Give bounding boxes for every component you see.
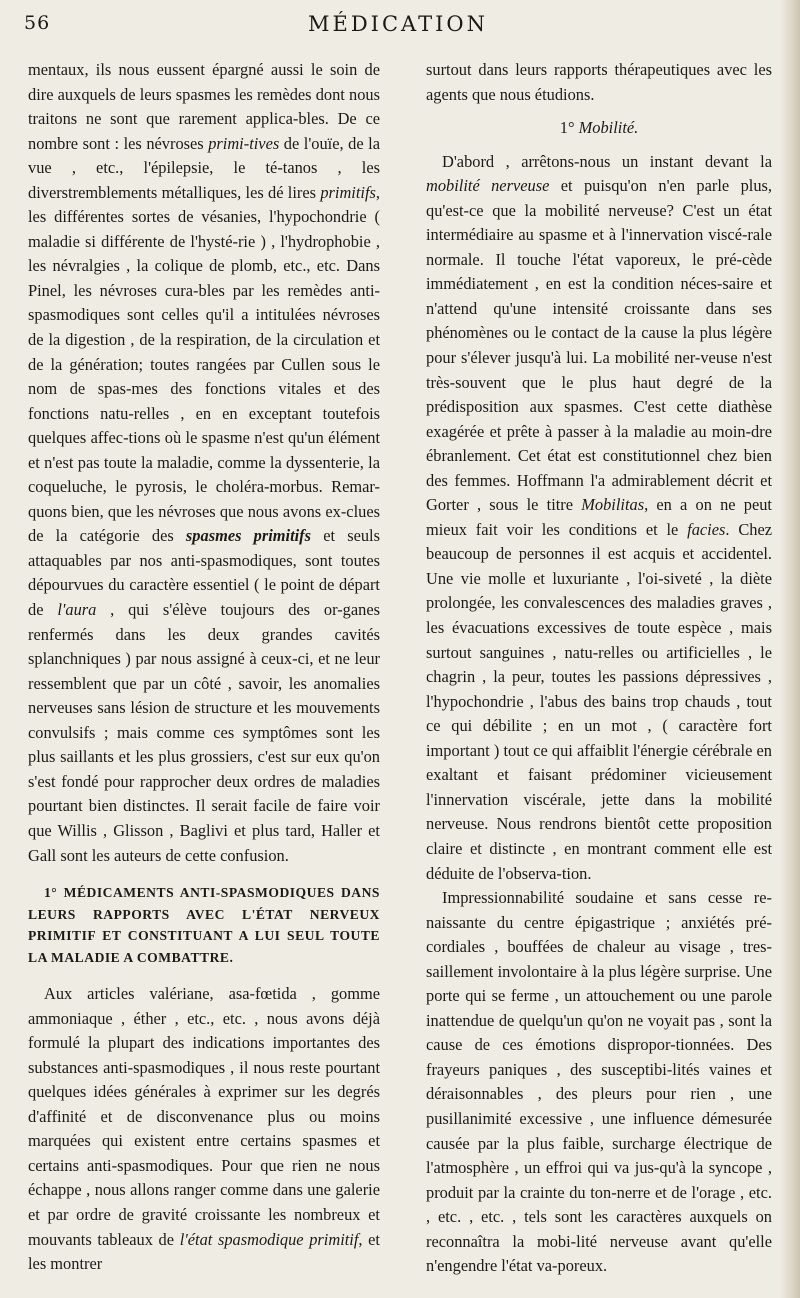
paragraph-mobilite-nerveuse: D'abord , arrêtons-nous un instant devant la mobilité nerveuse et puisqu'on n'en parle plus, qu'est-ce que la mobilité nerveuse? C'est un état intermédiaire au spasme et à l'innervation viscé-rale normale. Il touche l'état vaporeux, le pré-cède immédiatement , en est la condition néces-saire et n'attend qu'une intensité croissante dans ses phénomènes ou le contact de la cause la plus légère pour s'élever jusqu'à lui. La mobilité ner-veuse n'est très-souvent que le plus haut degré de la prédisposition aux spasmes. C'est cette diathèse exagérée et prête à passer à la maladie au moin-dre ébranlement. Cet état est constitutionnel chez bien des femmes. Hoffmann l'a admirablement décrit et Gorter , sous le titre Mobilitas, en a on ne peut mieux fait voir les conditions et le facies. Chez beaucoup de personnes il est acquis et accidentel. Une vie molle et luxuriante , l'oi-siveté , la diète prolongée, les convalescences des maladies graves , les évacuations excessives de toute espèce , mais surtout sanguines , natu-relles ou artificielles , le chagrin , la peur, toutes les passions dépressives , l'hypochondrie , l'abus des bains trop chauds , tout ce qui débilite ; en un mot , ( caractère fort important ) tout ce qui affaiblit l'énergie cérébrale en exaltant et faisant prédominer vicieusement l'innervation viscérale, jette dans la mobilité nerveuse. Nous rendrons bientôt cette proposition claire et distincte , en montrant comment elle est déduite de l'observa-tion. bbox=[426, 151, 772, 883]
running-title: MÉDICATION bbox=[308, 12, 488, 36]
subheading-mobilite: 1° Mobilité. bbox=[559, 118, 639, 138]
page-header bbox=[18, 10, 778, 42]
paragraph-impressionnabilite: Impressionnabilité soudaine et sans cesse re-naissante du centre épigastrique ; anxiétés pré-cordiales , bouffées de chaleur au visage , tres-saillement involontaire à la plus légère surprise. Une porte qui se ferme , un attouchement ou une parole inattendue de quelqu'un qu'on ne voyait pas , sont la cause de ces émotions dispropor-tionnées. Des frayeurs paniques , des susceptibi-lités vaines et déraisonnables , des pleurs pour rien , une pusillanimité excessive , une influence démesurée causée par la plus faible, surcharge électrique de l'atmosphère , un effroi qui va jus-qu'à la syncope , produit par la crainte du ton-nerre et de l'orage , etc. , etc. , etc. , tels sont les caractères auxquels on reconnaîtra la mobi-lité nerveuse avant qu'elle n'engendre l'état va-poreux. bbox=[426, 888, 772, 1276]
section-heading: 1° MÉDICAMENTS ANTI-SPASMODIQUES DANS LEURS RAPPORTS AVEC L'ÉTAT NERVEUX PRIMITIF ET CONSTITUANT A LUI SEUL TOUTE LA MALADIE A COMBATTRE. bbox=[28, 885, 380, 965]
paragraph-aux-articles: Aux articles valériane, asa-fœtida , gomme ammoniaque , éther , etc., etc. , nous avons déjà formulé la plupart des indications importantes des substances anti-spasmodiques , il nous reste pourtant quelques idées générales à exprimer sur les degrés d'affinité et de disconvenance plus ou moins marquées qui existent entre certains spasmes et certains anti-spasmodiques. Pour que rien ne nous échappe , nous allons ranger comme dans une galerie et par ordre de gravité croissante les nombreux et mouvants tableaux de l'état spasmodique primitif, et les montrer bbox=[28, 984, 380, 1274]
page-number: 56 bbox=[24, 12, 51, 34]
page-edge-shadow bbox=[780, 0, 800, 1298]
left-column bbox=[28, 58, 380, 1277]
right-column bbox=[426, 58, 772, 1279]
paragraph-surtout: surtout dans leurs rapports thérapeutiques avec les agents que nous étudions. bbox=[426, 60, 772, 104]
paragraph-mentaux: mentaux, ils nous eussent épargné aussi le soin de dire auxquels de leurs spasmes les remèdes dont nous traitons ne sont que rarement applica-bles. De ce nombre sont : les névroses primi-tives de l'ouïe, de la vue , etc., l'épilepsie, le té-tanos , les diverstremblements métalliques, les dé lires primitifs, les différentes sortes de vésanies, l'hypochondrie ( maladie si différente de l'hysté-rie ) , l'hydrophobie , les névralgies , la colique de plomb, etc., etc. Dans Pinel, les névroses cura-bles par les remèdes anti-spasmodiques sont celles qu'il a intitulées névroses de la digestion , de la respiration, de la circulation et de la génération; toutes rangées par Cullen sous le nom de spas-mes des fonctions vitales et des fonctions natu-relles , en en exceptant toutefois quelques affec-tions où le spasme n'est qu'un élément et n'est pas toute la maladie, comme la dyssenterie, la coqueluche, le pyrosis, le choléra-morbus. Remar-quons bien, que les névroses que nous avons ex-clues de la catégorie des spasmes primitifs et seuls attaquables par nos anti-spasmodiques, sont toutes dépourvues du caractère essentiel ( le point de départ de l'aura , qui s'élève toujours des or-ganes renfermés dans les deux grandes cavités splanchniques ) par nous assigné à ceux-ci, et ne leur ressemblent que par un côté , savoir, les anomalies nerveuses sans lésion de structure et les mouvements convulsifs ; mais comme ces symptômes sont les plus saillants et les plus grossiers, c'est sur eux qu'on s'est fondé pour rapprocher deux ordres de maladies pourtant bien distinctes. Il serait facile de faire voir que Willis , Glisson , Baglivi et plus tard, Haller et Gall sont les auteurs de cette confusion. bbox=[28, 60, 380, 865]
